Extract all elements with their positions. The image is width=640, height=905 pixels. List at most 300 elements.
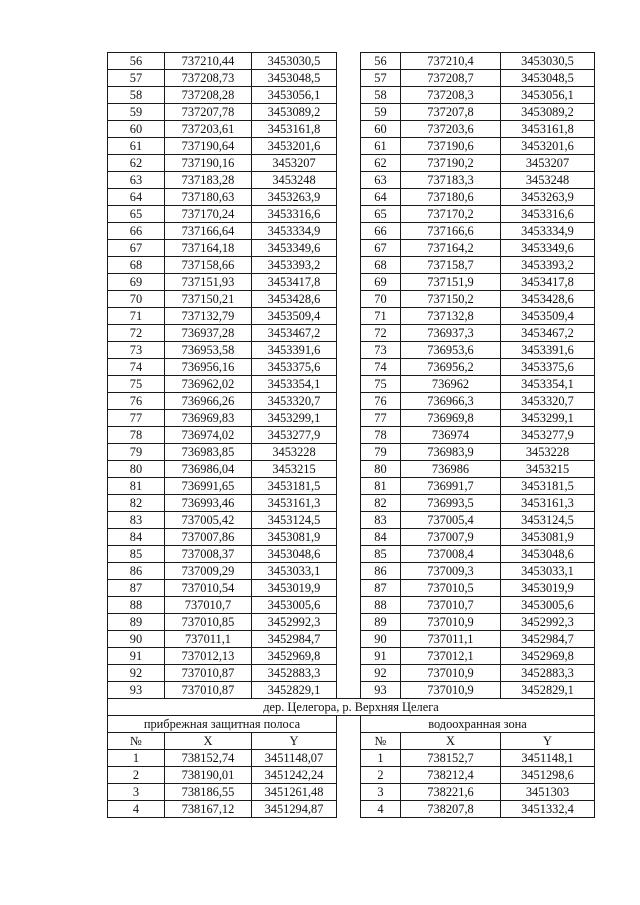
right-point-number: 4 — [361, 801, 401, 818]
right-y-value: 3453005,6 — [501, 597, 595, 614]
table-row — [108, 87, 595, 104]
left-point-number: 87 — [108, 580, 165, 597]
location-heading: дер. Целегора, р. Верхняя Целега — [108, 699, 595, 716]
table-row — [108, 155, 595, 172]
right-point-number: 68 — [361, 257, 401, 274]
table-row — [108, 427, 595, 444]
left-point-number: 72 — [108, 325, 165, 342]
right-y-value: 3453228 — [501, 444, 595, 461]
left-y-value: 3453277,9 — [252, 427, 337, 444]
right-x-value: 737007,9 — [401, 529, 501, 546]
left-y-value: 3451148,07 — [252, 750, 337, 767]
left-x-value: 737010,7 — [165, 597, 252, 614]
right-x-value: 736986 — [401, 461, 501, 478]
table-row — [108, 240, 595, 257]
left-header-x: X — [165, 733, 252, 750]
left-point-number: 71 — [108, 308, 165, 325]
left-x-value: 737010,85 — [165, 614, 252, 631]
right-x-value: 736993,5 — [401, 495, 501, 512]
left-point-number: 68 — [108, 257, 165, 274]
left-point-number: 60 — [108, 121, 165, 138]
column-gap — [337, 495, 361, 512]
right-point-number: 69 — [361, 274, 401, 291]
left-x-value: 737166,64 — [165, 223, 252, 240]
right-point-number: 64 — [361, 189, 401, 206]
column-gap — [337, 87, 361, 104]
right-y-value: 3453375,6 — [501, 359, 595, 376]
table-row — [108, 478, 595, 495]
right-point-number: 74 — [361, 359, 401, 376]
left-point-number: 82 — [108, 495, 165, 512]
right-y-value: 3453428,6 — [501, 291, 595, 308]
right-y-value: 3453207 — [501, 155, 595, 172]
right-point-number: 90 — [361, 631, 401, 648]
left-point-number: 89 — [108, 614, 165, 631]
right-y-value: 3453467,2 — [501, 325, 595, 342]
left-y-value: 3453005,6 — [252, 597, 337, 614]
left-x-value: 737010,87 — [165, 665, 252, 682]
right-point-number: 71 — [361, 308, 401, 325]
right-x-value: 736962 — [401, 376, 501, 393]
right-x-value: 738152,7 — [401, 750, 501, 767]
left-section-title: прибрежная защитная полоса — [108, 716, 337, 733]
left-y-value: 3453124,5 — [252, 512, 337, 529]
column-gap — [337, 580, 361, 597]
right-y-value: 3453349,6 — [501, 240, 595, 257]
column-gap — [337, 614, 361, 631]
left-point-number: 57 — [108, 70, 165, 87]
right-x-value: 737010,5 — [401, 580, 501, 597]
left-point-number: 80 — [108, 461, 165, 478]
right-point-number: 82 — [361, 495, 401, 512]
right-x-value: 736966,3 — [401, 393, 501, 410]
left-point-number: 4 — [108, 801, 165, 818]
column-gap — [337, 155, 361, 172]
right-header-y: Y — [501, 733, 595, 750]
right-point-number: 2 — [361, 767, 401, 784]
column-gap — [337, 257, 361, 274]
left-x-value: 737207,78 — [165, 104, 252, 121]
column-gap — [337, 240, 361, 257]
right-point-number: 3 — [361, 784, 401, 801]
table-row — [108, 53, 595, 70]
right-point-number: 80 — [361, 461, 401, 478]
right-y-value: 3452883,3 — [501, 665, 595, 682]
column-gap — [337, 563, 361, 580]
left-point-number: 67 — [108, 240, 165, 257]
left-point-number: 66 — [108, 223, 165, 240]
left-x-value: 737010,87 — [165, 682, 252, 699]
table-row-celegora — [108, 750, 595, 767]
right-y-value: 3451298,6 — [501, 767, 595, 784]
left-x-value: 737005,42 — [165, 512, 252, 529]
left-y-value: 3453056,1 — [252, 87, 337, 104]
right-y-value: 3453030,5 — [501, 53, 595, 70]
left-x-value: 737203,61 — [165, 121, 252, 138]
left-y-value: 3453081,9 — [252, 529, 337, 546]
column-gap — [337, 325, 361, 342]
table-row — [108, 291, 595, 308]
column-gap — [337, 138, 361, 155]
left-y-value: 3453048,6 — [252, 546, 337, 563]
left-x-value: 737009,29 — [165, 563, 252, 580]
left-x-value: 737208,28 — [165, 87, 252, 104]
left-x-value: 737183,28 — [165, 172, 252, 189]
left-y-value: 3451242,24 — [252, 767, 337, 784]
column-gap — [337, 291, 361, 308]
right-point-number: 59 — [361, 104, 401, 121]
left-y-value: 3453033,1 — [252, 563, 337, 580]
right-point-number: 1 — [361, 750, 401, 767]
column-gap — [337, 631, 361, 648]
table-row — [108, 189, 595, 206]
left-y-value: 3453228 — [252, 444, 337, 461]
left-header-y: Y — [252, 733, 337, 750]
column-gap — [337, 682, 361, 699]
right-x-value: 737190,6 — [401, 138, 501, 155]
column-gap — [337, 461, 361, 478]
right-x-value: 737005,4 — [401, 512, 501, 529]
right-y-value: 3451148,1 — [501, 750, 595, 767]
column-gap — [337, 665, 361, 682]
left-y-value: 3453201,6 — [252, 138, 337, 155]
left-point-number: 93 — [108, 682, 165, 699]
column-gap — [337, 104, 361, 121]
right-point-number: 75 — [361, 376, 401, 393]
right-y-value: 3453299,1 — [501, 410, 595, 427]
left-point-number: 56 — [108, 53, 165, 70]
left-point-number: 70 — [108, 291, 165, 308]
right-header-x: X — [401, 733, 501, 750]
right-point-number: 87 — [361, 580, 401, 597]
coordinates-table-body — [108, 53, 595, 818]
right-y-value: 3453354,1 — [501, 376, 595, 393]
document-page — [107, 52, 595, 818]
left-x-value: 736974,02 — [165, 427, 252, 444]
left-y-value: 3453391,6 — [252, 342, 337, 359]
left-y-value: 3453181,5 — [252, 478, 337, 495]
left-y-value: 3453089,2 — [252, 104, 337, 121]
table-row — [108, 393, 595, 410]
table-row — [108, 682, 595, 699]
column-gap — [337, 206, 361, 223]
table-row — [108, 376, 595, 393]
left-x-value: 737011,1 — [165, 631, 252, 648]
column-gap — [337, 410, 361, 427]
right-x-value: 738207,8 — [401, 801, 501, 818]
right-point-number: 67 — [361, 240, 401, 257]
column-gap — [337, 342, 361, 359]
right-point-number: 58 — [361, 87, 401, 104]
left-y-value: 3453215 — [252, 461, 337, 478]
left-x-value: 736937,28 — [165, 325, 252, 342]
table-row — [108, 461, 595, 478]
right-point-number: 93 — [361, 682, 401, 699]
table-row — [108, 563, 595, 580]
left-x-value: 738167,12 — [165, 801, 252, 818]
left-y-value: 3452969,8 — [252, 648, 337, 665]
left-y-value: 3453393,2 — [252, 257, 337, 274]
right-y-value: 3453393,2 — [501, 257, 595, 274]
right-y-value: 3453215 — [501, 461, 595, 478]
right-point-number: 86 — [361, 563, 401, 580]
right-y-value: 3453081,9 — [501, 529, 595, 546]
column-gap — [337, 172, 361, 189]
right-y-value: 3453417,8 — [501, 274, 595, 291]
right-y-value: 3453161,8 — [501, 121, 595, 138]
left-y-value: 3452992,3 — [252, 614, 337, 631]
right-y-value: 3453316,6 — [501, 206, 595, 223]
right-x-value: 738221,6 — [401, 784, 501, 801]
right-y-value: 3453056,1 — [501, 87, 595, 104]
right-x-value: 737210,4 — [401, 53, 501, 70]
column-gap — [337, 546, 361, 563]
right-y-value: 3453391,6 — [501, 342, 595, 359]
left-point-number: 76 — [108, 393, 165, 410]
column-gap — [337, 70, 361, 87]
left-point-number: 85 — [108, 546, 165, 563]
right-x-value: 737008,4 — [401, 546, 501, 563]
table-row — [108, 410, 595, 427]
right-point-number: 89 — [361, 614, 401, 631]
column-gap — [337, 53, 361, 70]
left-x-value: 737164,18 — [165, 240, 252, 257]
column-gap — [337, 512, 361, 529]
right-point-number: 61 — [361, 138, 401, 155]
left-point-number: 63 — [108, 172, 165, 189]
left-x-value: 738186,55 — [165, 784, 252, 801]
left-point-number: 74 — [108, 359, 165, 376]
column-gap — [337, 716, 361, 733]
right-x-value: 736969,8 — [401, 410, 501, 427]
left-y-value: 3453030,5 — [252, 53, 337, 70]
right-y-value: 3451303 — [501, 784, 595, 801]
right-x-value: 737190,2 — [401, 155, 501, 172]
left-y-value: 3453417,8 — [252, 274, 337, 291]
column-gap — [337, 189, 361, 206]
right-x-value: 736991,7 — [401, 478, 501, 495]
right-point-number: 91 — [361, 648, 401, 665]
left-x-value: 738190,01 — [165, 767, 252, 784]
table-row — [108, 172, 595, 189]
table-row — [108, 546, 595, 563]
right-point-number: 76 — [361, 393, 401, 410]
left-y-value: 3453316,6 — [252, 206, 337, 223]
right-x-value: 737208,3 — [401, 87, 501, 104]
left-point-number: 86 — [108, 563, 165, 580]
left-x-value: 736962,02 — [165, 376, 252, 393]
right-x-value: 737158,7 — [401, 257, 501, 274]
left-x-value: 736983,85 — [165, 444, 252, 461]
table-row-celegora — [108, 784, 595, 801]
left-point-number: 79 — [108, 444, 165, 461]
right-y-value: 3453089,2 — [501, 104, 595, 121]
left-x-value: 737012,13 — [165, 648, 252, 665]
left-point-number: 3 — [108, 784, 165, 801]
right-x-value: 737183,3 — [401, 172, 501, 189]
left-point-number: 78 — [108, 427, 165, 444]
right-y-value: 3453509,4 — [501, 308, 595, 325]
table-row — [108, 121, 595, 138]
right-section-title: водоохранная зона — [361, 716, 595, 733]
column-gap — [337, 733, 361, 750]
column-gap — [337, 308, 361, 325]
right-x-value: 737011,1 — [401, 631, 501, 648]
table-row — [108, 614, 595, 631]
left-x-value: 737007,86 — [165, 529, 252, 546]
left-x-value: 736993,46 — [165, 495, 252, 512]
left-y-value: 3453334,9 — [252, 223, 337, 240]
right-y-value: 3452829,1 — [501, 682, 595, 699]
column-gap — [337, 359, 361, 376]
right-y-value: 3453201,6 — [501, 138, 595, 155]
right-point-number: 88 — [361, 597, 401, 614]
right-y-value: 3453248 — [501, 172, 595, 189]
table-row — [108, 444, 595, 461]
left-point-number: 77 — [108, 410, 165, 427]
right-x-value: 738212,4 — [401, 767, 501, 784]
right-x-value: 737203,6 — [401, 121, 501, 138]
left-point-number: 58 — [108, 87, 165, 104]
column-header-row — [108, 733, 595, 750]
left-point-number: 1 — [108, 750, 165, 767]
left-y-value: 3453509,4 — [252, 308, 337, 325]
left-point-number: 69 — [108, 274, 165, 291]
left-x-value: 736991,65 — [165, 478, 252, 495]
right-y-value: 3452992,3 — [501, 614, 595, 631]
left-point-number: 75 — [108, 376, 165, 393]
location-row — [108, 699, 595, 716]
right-header-num: № — [361, 733, 401, 750]
left-point-number: 90 — [108, 631, 165, 648]
right-x-value: 737164,2 — [401, 240, 501, 257]
left-x-value: 737170,24 — [165, 206, 252, 223]
left-y-value: 3451261,48 — [252, 784, 337, 801]
column-gap — [337, 223, 361, 240]
left-point-number: 83 — [108, 512, 165, 529]
left-x-value: 738152,74 — [165, 750, 252, 767]
table-row — [108, 495, 595, 512]
column-gap — [337, 376, 361, 393]
left-y-value: 3453467,2 — [252, 325, 337, 342]
right-x-value: 736937,3 — [401, 325, 501, 342]
column-gap — [337, 767, 361, 784]
column-gap — [337, 478, 361, 495]
right-y-value: 3452969,8 — [501, 648, 595, 665]
left-x-value: 737190,16 — [165, 155, 252, 172]
left-point-number: 64 — [108, 189, 165, 206]
left-point-number: 81 — [108, 478, 165, 495]
right-x-value: 737208,7 — [401, 70, 501, 87]
right-point-number: 84 — [361, 529, 401, 546]
right-x-value: 736956,2 — [401, 359, 501, 376]
right-point-number: 92 — [361, 665, 401, 682]
left-x-value: 737190,64 — [165, 138, 252, 155]
right-point-number: 66 — [361, 223, 401, 240]
right-x-value: 737132,8 — [401, 308, 501, 325]
right-x-value: 737180,6 — [401, 189, 501, 206]
right-y-value: 3453033,1 — [501, 563, 595, 580]
column-gap — [337, 427, 361, 444]
left-x-value: 737158,66 — [165, 257, 252, 274]
right-y-value: 3452984,7 — [501, 631, 595, 648]
right-y-value: 3453263,9 — [501, 189, 595, 206]
left-y-value: 3453349,6 — [252, 240, 337, 257]
right-x-value: 737150,2 — [401, 291, 501, 308]
table-row — [108, 512, 595, 529]
right-point-number: 65 — [361, 206, 401, 223]
table-row — [108, 631, 595, 648]
left-point-number: 73 — [108, 342, 165, 359]
right-point-number: 85 — [361, 546, 401, 563]
left-x-value: 736953,58 — [165, 342, 252, 359]
left-y-value: 3452984,7 — [252, 631, 337, 648]
left-x-value: 737150,21 — [165, 291, 252, 308]
right-point-number: 73 — [361, 342, 401, 359]
table-row — [108, 359, 595, 376]
left-y-value: 3453207 — [252, 155, 337, 172]
left-point-number: 61 — [108, 138, 165, 155]
column-gap — [337, 784, 361, 801]
right-point-number: 83 — [361, 512, 401, 529]
left-x-value: 737008,37 — [165, 546, 252, 563]
table-row — [108, 308, 595, 325]
left-x-value: 737180,63 — [165, 189, 252, 206]
right-y-value: 3451332,4 — [501, 801, 595, 818]
right-point-number: 72 — [361, 325, 401, 342]
right-x-value: 737207,8 — [401, 104, 501, 121]
column-gap — [337, 648, 361, 665]
left-point-number: 65 — [108, 206, 165, 223]
right-y-value: 3453048,6 — [501, 546, 595, 563]
right-x-value: 737010,9 — [401, 682, 501, 699]
right-point-number: 78 — [361, 427, 401, 444]
right-point-number: 62 — [361, 155, 401, 172]
left-y-value: 3453428,6 — [252, 291, 337, 308]
right-x-value: 736974 — [401, 427, 501, 444]
right-x-value: 737170,2 — [401, 206, 501, 223]
table-row — [108, 206, 595, 223]
left-point-number: 92 — [108, 665, 165, 682]
right-x-value: 736953,6 — [401, 342, 501, 359]
left-x-value: 736956,16 — [165, 359, 252, 376]
right-point-number: 57 — [361, 70, 401, 87]
right-y-value: 3453048,5 — [501, 70, 595, 87]
table-row-celegora — [108, 801, 595, 818]
left-point-number: 2 — [108, 767, 165, 784]
table-row — [108, 257, 595, 274]
right-y-value: 3453181,5 — [501, 478, 595, 495]
left-y-value: 3453161,8 — [252, 121, 337, 138]
table-row — [108, 138, 595, 155]
right-y-value: 3453161,3 — [501, 495, 595, 512]
left-x-value: 737151,93 — [165, 274, 252, 291]
left-y-value: 3453048,5 — [252, 70, 337, 87]
right-point-number: 79 — [361, 444, 401, 461]
column-gap — [337, 750, 361, 767]
left-point-number: 84 — [108, 529, 165, 546]
right-x-value: 737151,9 — [401, 274, 501, 291]
left-x-value: 736966,26 — [165, 393, 252, 410]
left-y-value: 3453320,7 — [252, 393, 337, 410]
right-point-number: 70 — [361, 291, 401, 308]
table-row — [108, 597, 595, 614]
table-row — [108, 274, 595, 291]
column-gap — [337, 274, 361, 291]
table-row — [108, 325, 595, 342]
table-row — [108, 665, 595, 682]
table-row — [108, 580, 595, 597]
